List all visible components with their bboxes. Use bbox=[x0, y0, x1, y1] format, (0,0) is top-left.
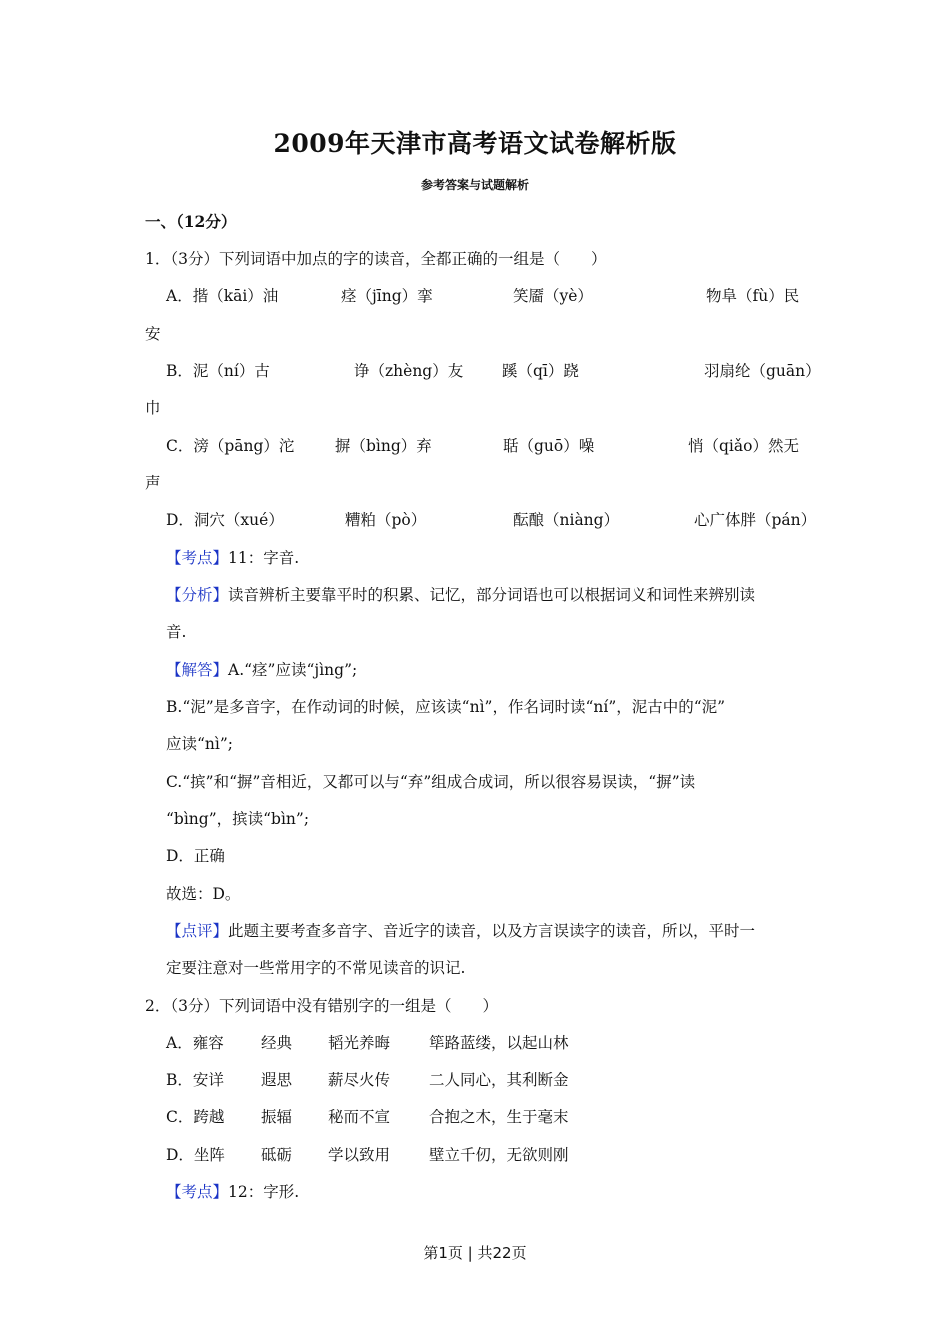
q2-kaodian bbox=[166, 1182, 299, 1202]
q2-option-b-2: 遐思 bbox=[261, 1071, 293, 1089]
kaodian-tag: 【考点】 bbox=[166, 549, 229, 567]
q1-answer: 故选：D。 bbox=[166, 885, 241, 903]
page-footer: 第1页 | 共22页 bbox=[423, 1244, 527, 1262]
q2-option-c-1: C．跨越 bbox=[166, 1108, 225, 1126]
q2-option-b-3: 薪尽火传 bbox=[328, 1071, 391, 1089]
q1-option-b-3: 蹊（qī）跷 bbox=[502, 362, 579, 380]
q1-option-a-wrap: 安 bbox=[145, 325, 161, 343]
fenxi-text: 读音辨析主要靠平时的积累、记忆，部分词语也可以根据词义和词性来辨别读 bbox=[228, 586, 756, 604]
q1-option-d-2: 糟粕（pò） bbox=[345, 511, 427, 529]
q1-option-a-1: A．揩（kāi）油 bbox=[166, 287, 279, 305]
q2-option-c-3: 秘而不宣 bbox=[328, 1108, 391, 1126]
q1-option-b-4: 羽扇纶（guān） bbox=[704, 362, 821, 380]
q1-jieda-b2: 应读“nì”; bbox=[166, 735, 234, 753]
dianping-tag: 【点评】 bbox=[166, 922, 229, 940]
q2-option-b-4: 二人同心，其利断金 bbox=[429, 1071, 569, 1089]
q1-option-b-2: 诤（zhèng）友 bbox=[354, 362, 464, 380]
q1-dianping-wrap: 定要注意对一些常用字的不常见读音的识记. bbox=[166, 959, 466, 977]
q2-option-a-4: 筚路蓝缕，以起山林 bbox=[429, 1034, 569, 1052]
q1-kaodian bbox=[166, 548, 299, 568]
q1-fenxi-wrap: 音. bbox=[166, 623, 187, 641]
jieda-tag: 【解答】 bbox=[166, 661, 229, 679]
q1-option-c-3: 聒（guō）噪 bbox=[503, 437, 595, 455]
q2-option-d-4: 壁立千仞，无欲则刚 bbox=[429, 1146, 569, 1164]
q1-option-c-4: 悄（qiǎo）然无 bbox=[688, 437, 799, 455]
q1-option-c-2: 摒（bìng）弃 bbox=[335, 437, 432, 455]
q2-option-d-3: 学以致用 bbox=[328, 1146, 391, 1164]
q2-option-a-3: 韬光养晦 bbox=[328, 1034, 391, 1052]
q1-option-d-3: 酝酿（niàng） bbox=[513, 511, 620, 529]
q1-option-d-1: D．洞穴（xué） bbox=[166, 511, 284, 529]
q2-option-a-2: 经典 bbox=[261, 1034, 293, 1052]
question-2-stem: 2．（3分）下列词语中没有错别字的一组是（ ） bbox=[145, 997, 498, 1015]
kaodian-text: 11：字音. bbox=[228, 549, 300, 567]
q2-option-c-2: 振辐 bbox=[261, 1108, 293, 1126]
q2-option-d-1: D．坐阵 bbox=[166, 1146, 225, 1164]
q1-option-a-2: 痉（jīng）挛 bbox=[341, 287, 433, 305]
q1-jieda-d: D．正确 bbox=[166, 847, 225, 865]
q1-option-a-4: 物阜（fù）民 bbox=[706, 287, 800, 305]
q2-option-c-4: 合抱之木，生于毫末 bbox=[429, 1108, 569, 1126]
q1-option-c-1: C．滂（pāng）沱 bbox=[166, 437, 295, 455]
q2-option-a-1: A．雍容 bbox=[166, 1034, 224, 1052]
q1-option-a-3: 笑靥（yè） bbox=[513, 287, 593, 305]
q1-option-d-4: 心广体胖（pán） bbox=[694, 511, 817, 529]
q1-option-b-1: B．泥（ní）古 bbox=[166, 362, 270, 380]
page-title: 2009年天津市高考语文试卷解析版 bbox=[273, 129, 677, 158]
q1-fenxi bbox=[166, 585, 755, 605]
q1-jieda bbox=[166, 660, 357, 680]
fenxi-tag: 【分析】 bbox=[166, 586, 229, 604]
kaodian-text: 12：字形. bbox=[228, 1183, 300, 1201]
q1-jieda-c2: “bìng”，摈读“bìn”; bbox=[166, 810, 310, 828]
kaodian-tag: 【考点】 bbox=[166, 1183, 229, 1201]
q1-jieda-c1: C.“摈”和“摒”音相近，又都可以与“弃”组成合成词，所以很容易误读，“摒”读 bbox=[166, 773, 696, 791]
jieda-a: A.“痉”应读“jìng”; bbox=[228, 661, 358, 679]
q1-option-c-wrap: 声 bbox=[145, 474, 161, 492]
question-1-stem: 1．（3分）下列词语中加点的字的读音，全都正确的一组是（ ） bbox=[145, 250, 607, 268]
q1-option-b-wrap: 巾 bbox=[145, 399, 161, 417]
page-subtitle: 参考答案与试题解析 bbox=[420, 178, 529, 192]
dianping-text: 此题主要考查多音字、音近字的读音，以及方言误读字的读音，所以，平时一 bbox=[228, 922, 756, 940]
q1-jieda-b1: B.“泥”是多音字，在作动词的时候，应该读“nì”，作名词时读“ní”，泥古中的“泥” bbox=[166, 698, 726, 716]
section-heading: 一、（12分） bbox=[145, 212, 237, 231]
q1-dianping bbox=[166, 921, 755, 941]
q2-option-d-2: 砥砺 bbox=[261, 1146, 293, 1164]
q2-option-b-1: B．安详 bbox=[166, 1071, 224, 1089]
